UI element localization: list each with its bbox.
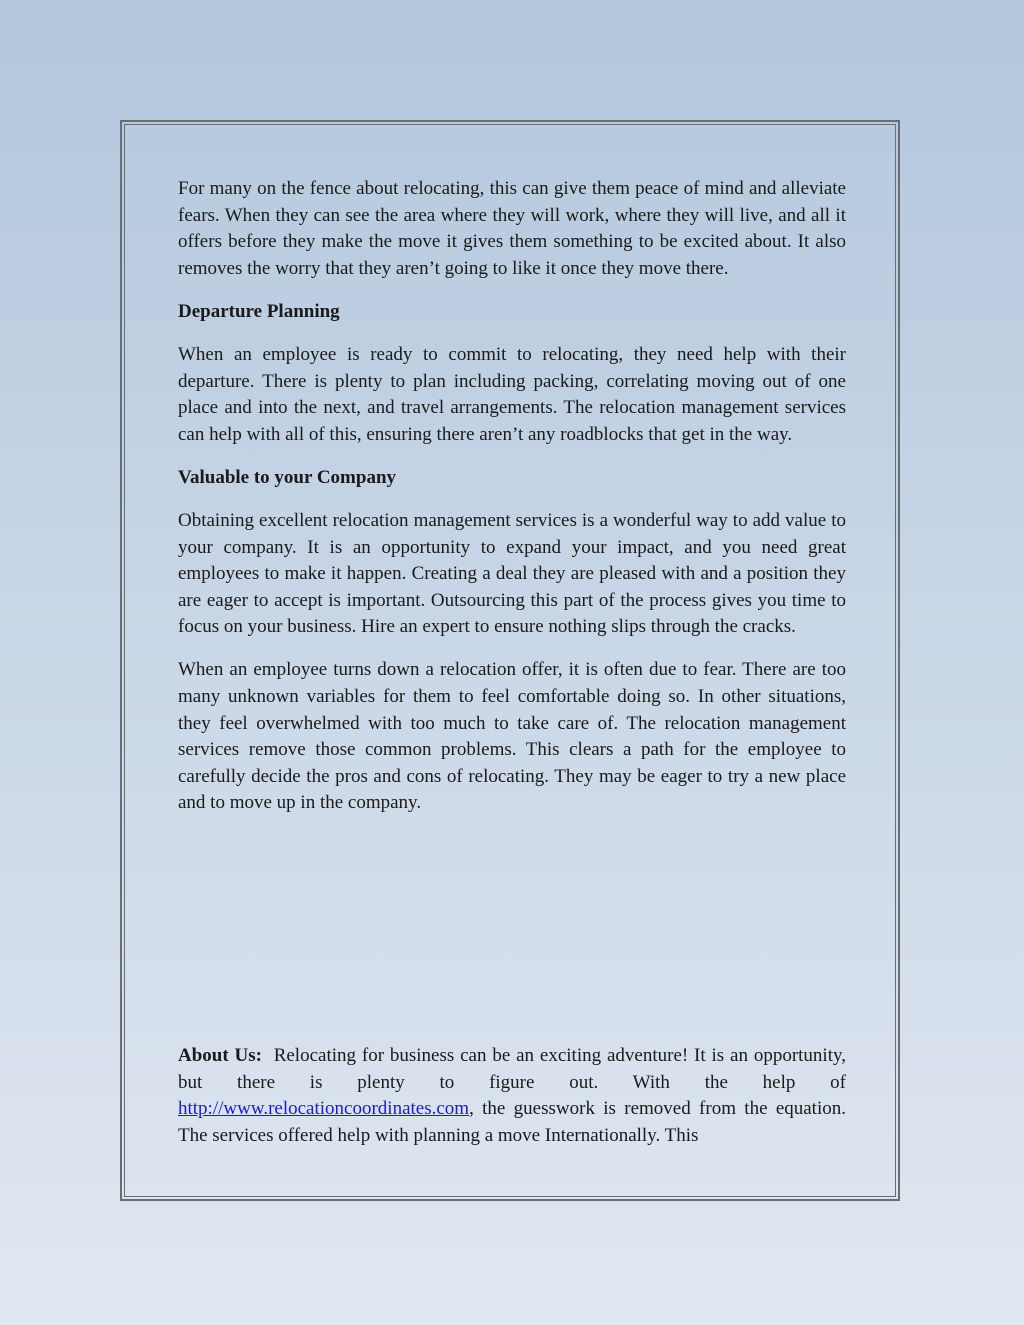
paragraph-turn-down-offer: When an employee turns down a relocation offer, it is often due to fear. There are too many unknown variables for them to feel comfortable doing so. In other situations, they feel overwhelmed with too much to take care of. The relocation management services remove those common problems. This clears a path for the employee to carefully decide the pros and cons of relocating. They may be eager to try a new place and to move up in the company. (178, 659, 846, 814)
about-us-label: About Us: (178, 1045, 262, 1066)
paragraph-intro: For many on the fence about relocating, this can give them peace of mind and alleviate fears. When they can see the area where they will work, where they will live, and all it offers before they make the move it gives them something to be excited about. It also removes the worry that they aren’t going to like it once they move there. (178, 178, 846, 279)
about-us-text-after-link: , the guesswork is removed from the equation. The services offered help with planning a move Internationally. This (178, 1098, 846, 1146)
paragraph-departure-planning: When an employee is ready to commit to relocating, they need help with their departure. There is plenty to plan including packing, correlating moving out of one place and into the next, and travel arrangements. The relocation management services can help with all of this, ensuring there aren’t any roadblocks that get in the way. (178, 343, 846, 445)
paragraph-valuable-to-company: Obtaining excellent relocation management services is a wonderful way to add value to your company. It is an opportunity to expand your impact, and you need great employees to make it happen. Creating a deal they are pleased with and a position they are eager to accept is important. Outsourcing this part of the process gives you time to focus on your business. Hire an expert to ensure nothing slips through the cracks. (178, 509, 846, 638)
about-us-section (178, 1043, 846, 1149)
document-body (178, 176, 846, 833)
about-us-text-before-link: Relocating for business can be an exciting adventure! It is an opportunity, but there is plenty to figure out. With the help of (178, 1045, 847, 1093)
heading-valuable-to-company: Valuable to your Company (178, 466, 397, 488)
heading-departure-planning: Departure Planning (178, 300, 340, 322)
website-link[interactable]: http://www.relocationcoordinates.com (178, 1098, 470, 1120)
